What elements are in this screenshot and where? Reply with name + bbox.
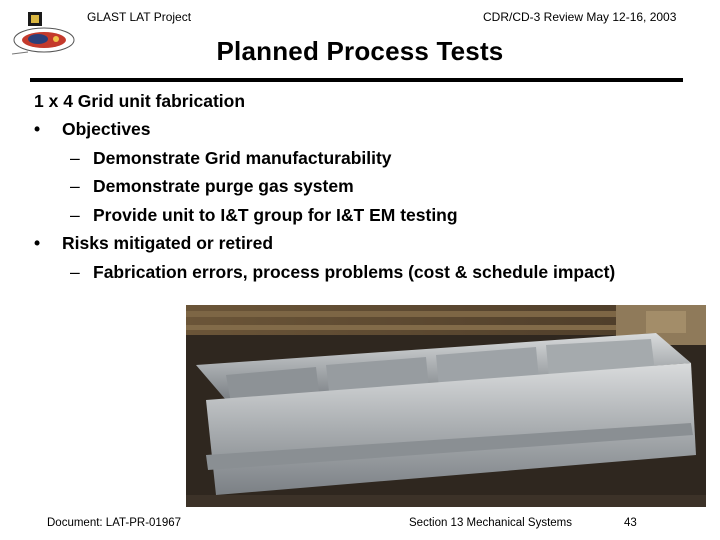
header-review: CDR/CD-3 Review May 12-16, 2003 [483, 10, 677, 24]
sub-item-text: Fabrication errors, process problems (cost & schedule impact) [93, 262, 616, 282]
dash-mark: – [70, 176, 80, 196]
footer-document: Document: LAT-PR-01967 [47, 517, 182, 529]
grid-unit-photo [186, 305, 706, 507]
bullet-risks [34, 233, 273, 254]
footer-section: Section 13 Mechanical Systems [409, 517, 572, 529]
bullet-mark: • [34, 233, 41, 253]
slide-title: Planned Process Tests [216, 36, 504, 66]
dash-mark: – [70, 205, 80, 225]
bullet-objectives [34, 119, 151, 140]
title-rule [30, 78, 683, 82]
sub-item [70, 176, 354, 197]
heading-line [34, 91, 245, 112]
bullet-text: Risks mitigated or retired [62, 233, 274, 253]
dash-mark: – [70, 148, 80, 168]
page-number: 43 [624, 517, 637, 529]
bullet-text: Objectives [62, 119, 151, 139]
sub-item [70, 262, 615, 283]
heading-text: 1 x 4 Grid unit fabrication [34, 91, 246, 111]
sub-item [70, 148, 392, 169]
bullet-mark: • [34, 119, 41, 139]
sub-item-text: Demonstrate Grid manufacturability [93, 148, 392, 168]
sub-item-text: Demonstrate purge gas system [93, 176, 354, 196]
dash-mark: – [70, 262, 80, 282]
header-project: GLAST LAT Project [87, 10, 192, 24]
sub-item [70, 205, 458, 226]
sub-item-text: Provide unit to I&T group for I&T EM testing [93, 205, 458, 225]
